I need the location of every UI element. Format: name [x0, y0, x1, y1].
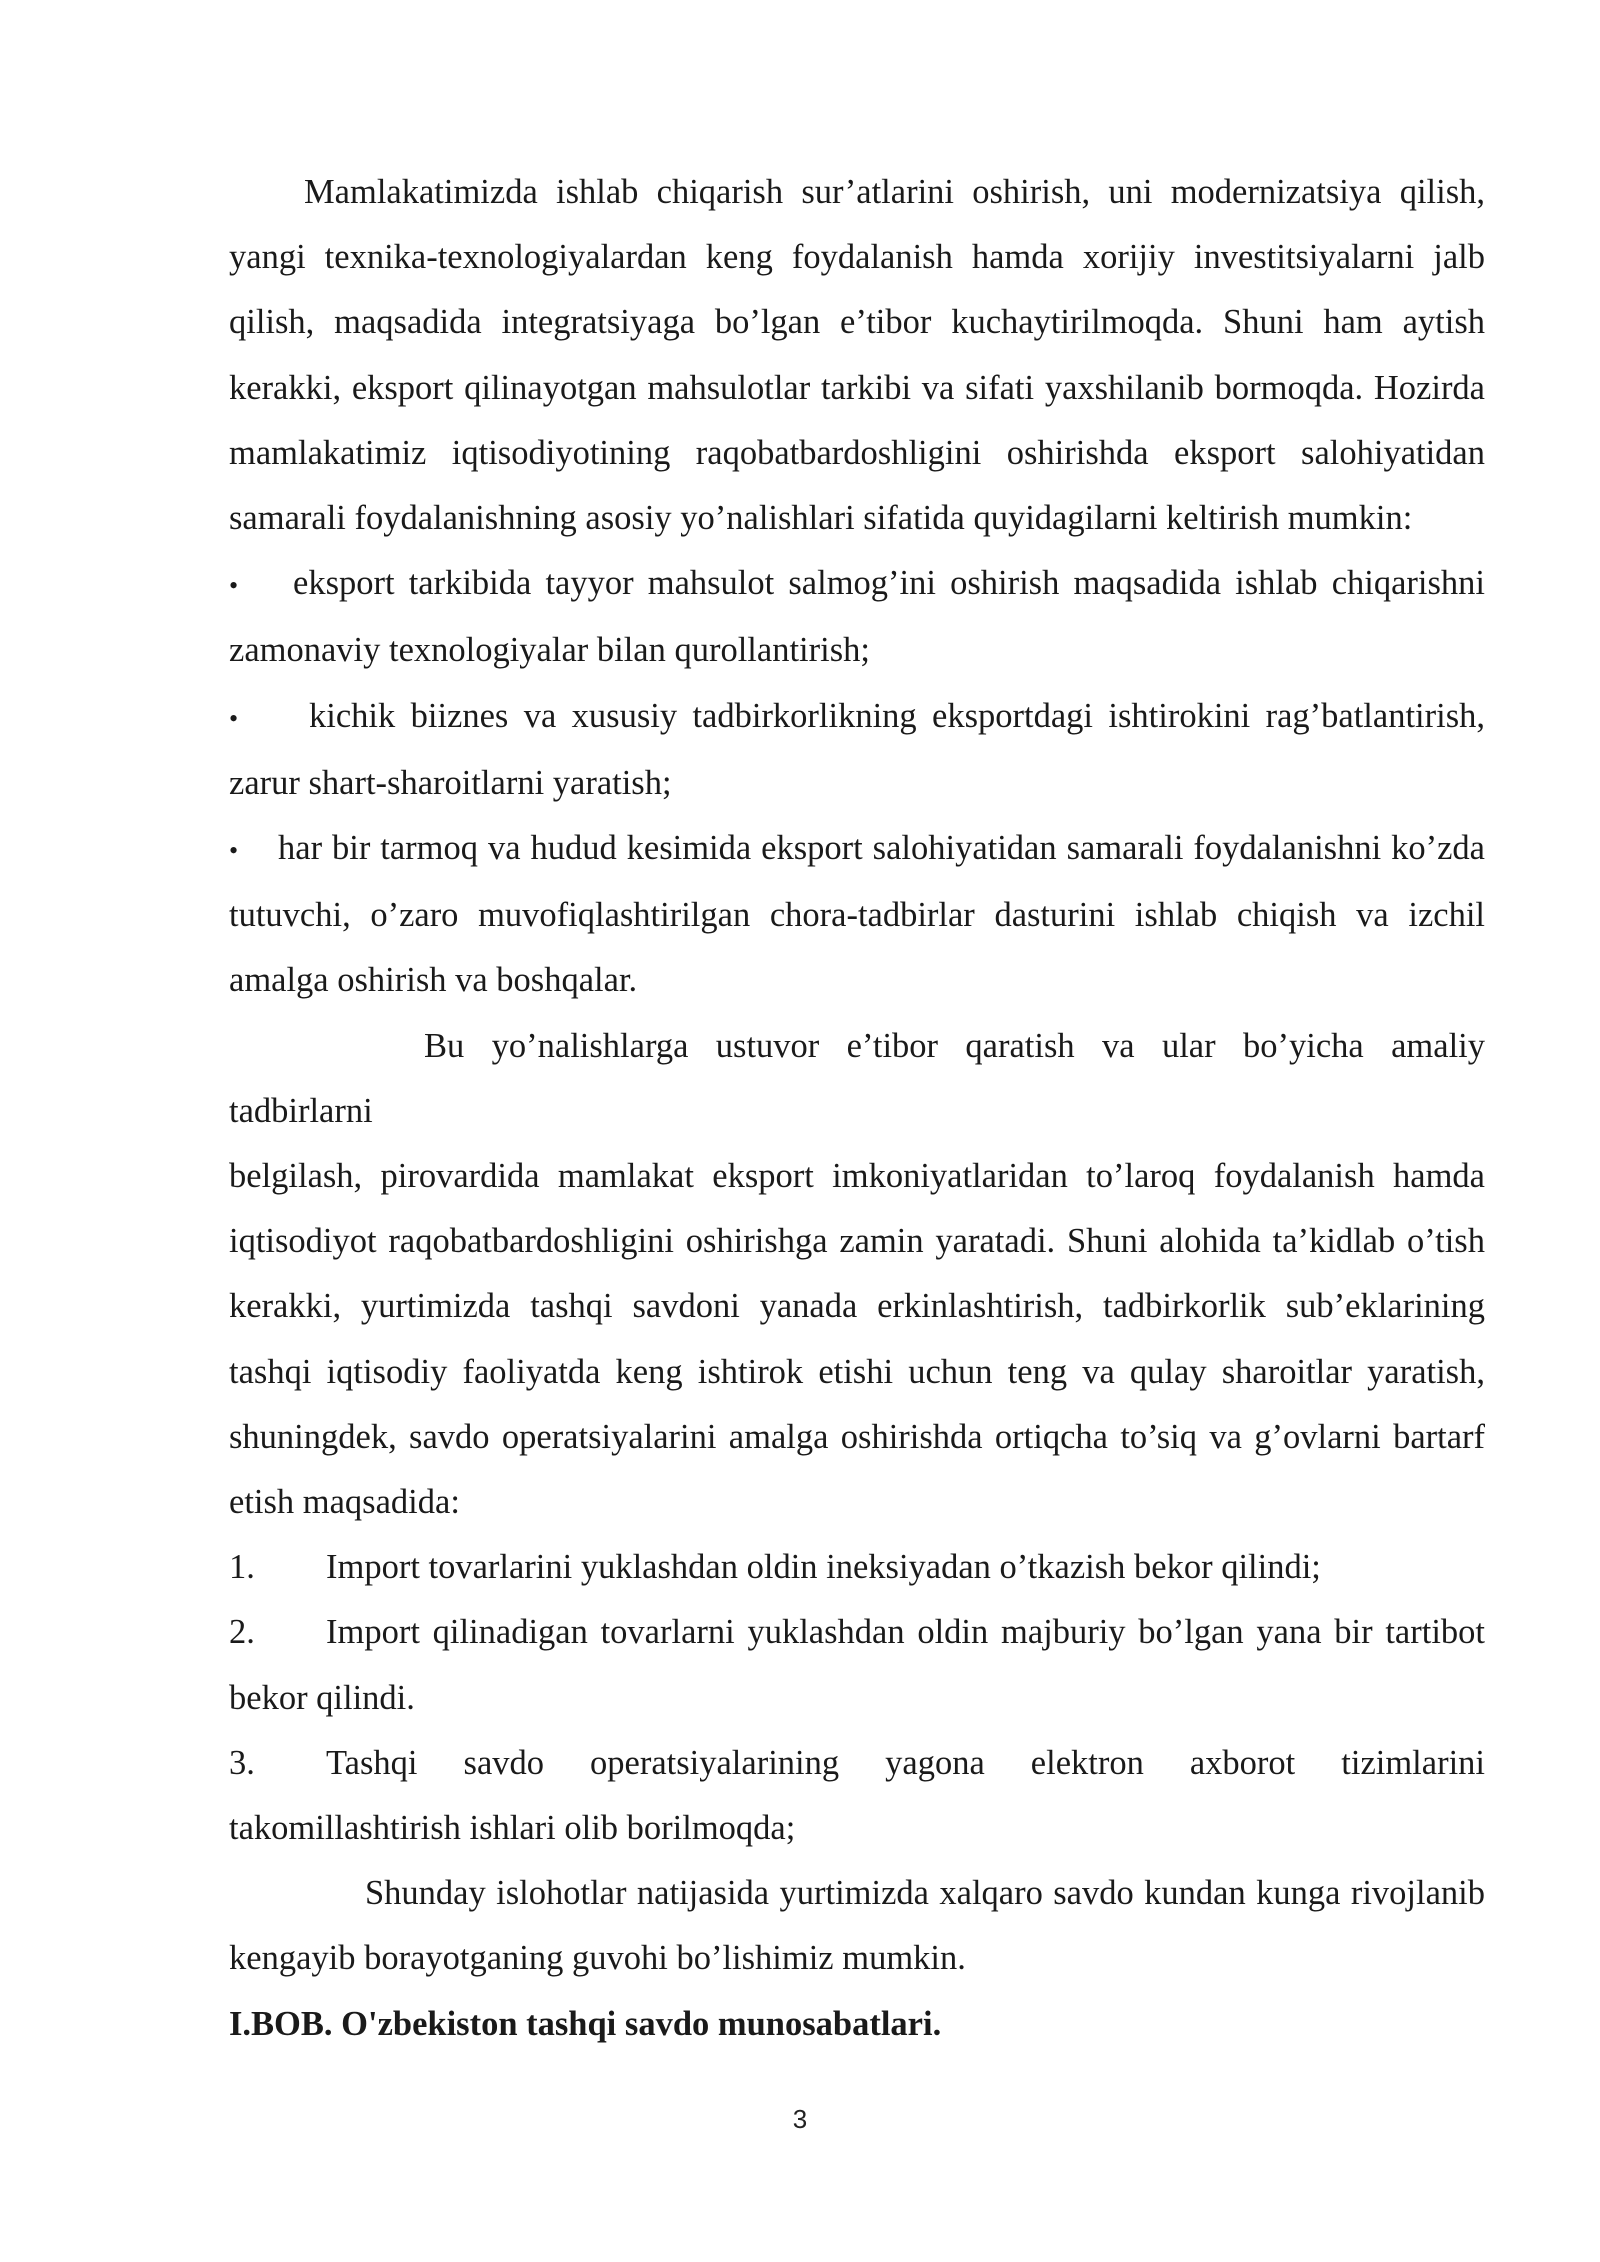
numbered-item — [229, 1600, 1485, 1730]
bullet-item — [229, 816, 1485, 1014]
bullet-item — [229, 551, 1485, 683]
bullet-icon: • — [229, 836, 239, 866]
bullet-icon: • — [229, 703, 239, 733]
item-number: 3. — [229, 1743, 255, 1782]
page-number: 3 — [792, 2104, 808, 2134]
numbered-item — [229, 1535, 1485, 1600]
intro-paragraph: Mamlakatimizda ishlab chiqarish sur’atlarini oshirish, uni modernizatsiya qilish, yangi texnika-texnologiyalardan keng foydalanish hamda xorijiy investitsiyalarni jalb qilish, maqsadida integratsiyaga bo’lgan e’tibor kuchaytirilmoqda. Shuni ham aytish kerakki, eksport qilinayotgan mahsulotlar tarkibi va sifati yaxshilanib bormoqda. Hozirda mamlakatimiz iqtisodiyotining raqobatbardoshligini oshirishda eksport salohiyatidan samarali foydalanishning asosiy yo’nalishlari sifatida quyidagilarni keltirish mumkin: — [229, 173, 1485, 538]
conclusion-paragraph: Shunday islohotlar natijasida yurtimizda xalqaro savdo kundan kunga rivojlanib kengayib borayotganing guvohi bo’lishimiz mumkin. — [229, 1874, 1485, 1978]
bullet-icon: • — [229, 571, 239, 601]
document-page — [229, 160, 1485, 2057]
bullet-text: eksport tarkibida tayyor mahsulot salmog’ini oshirish maqsadida ishlab chiqarishni zamonaviy texnologiyalar bilan qurollantirish; — [229, 564, 1485, 670]
body-paragraph: belgilash, pirovardida mamlakat eksport imkoniyatlaridan to’laroq foydalanish hamda iqtisodiyot raqobatbardoshligini oshirishga zamin yaratadi. Shuni alohida ta’kidlab o’tish kerakki, yurtimizda tashqi savdoni yanada erkinlashtirish, tadbirkorlik sub’eklarining tashqi iqtisodiy faoliyatda keng ishtirok etishi uchun teng va qulay sharoitlar yaratish, shuningdek, savdo operatsiyalarini amalga oshirishda ortiqcha to’siq va g’ovlarni bartarf etish maqsadida: — [229, 1157, 1485, 1522]
bullet-text: kichik biiznes va xususiy tadbirkorlikning eksportdagi ishtirokini rag’batlantirish, zarur shart-sharoitlarni yaratish; — [229, 696, 1485, 802]
bullet-item — [229, 684, 1485, 816]
chapter-heading: I.BOB. O'zbekiston tashqi savdo munosabatlari. — [229, 2004, 942, 2043]
item-number: 1. — [229, 1548, 255, 1587]
bullet-text: har bir tarmoq va hudud kesimida eksport salohiyatidan samarali foydalanishni ko’zda tutuvchi, o’zaro muvofiqlashtirilgan chora-tadbirlar dasturini ishlab chiqish va izchil amalga oshirish va boshqalar. — [229, 829, 1485, 1000]
item-text: Tashqi savdo operatsiyalarining yagona elektron axborot tizimlarini takomillashtirish ishlari olib borilmoqda; — [229, 1743, 1485, 1848]
item-number: 2. — [229, 1613, 255, 1652]
item-text: Import tovarlarini yuklashdan oldin ineksiyadan o’tkazish bekor qilindi; — [326, 1548, 1321, 1587]
paragraph-line: Bu yo’nalishlarga ustuvor e’tibor qaratish va ular bo’yicha amaliy tadbirlarni — [229, 1026, 1485, 1130]
item-text: Import qilinadigan tovarlarni yuklashdan oldin majburiy bo’lgan yana bir tartibot bekor qilindi. — [229, 1613, 1485, 1717]
numbered-item — [229, 1731, 1485, 1861]
